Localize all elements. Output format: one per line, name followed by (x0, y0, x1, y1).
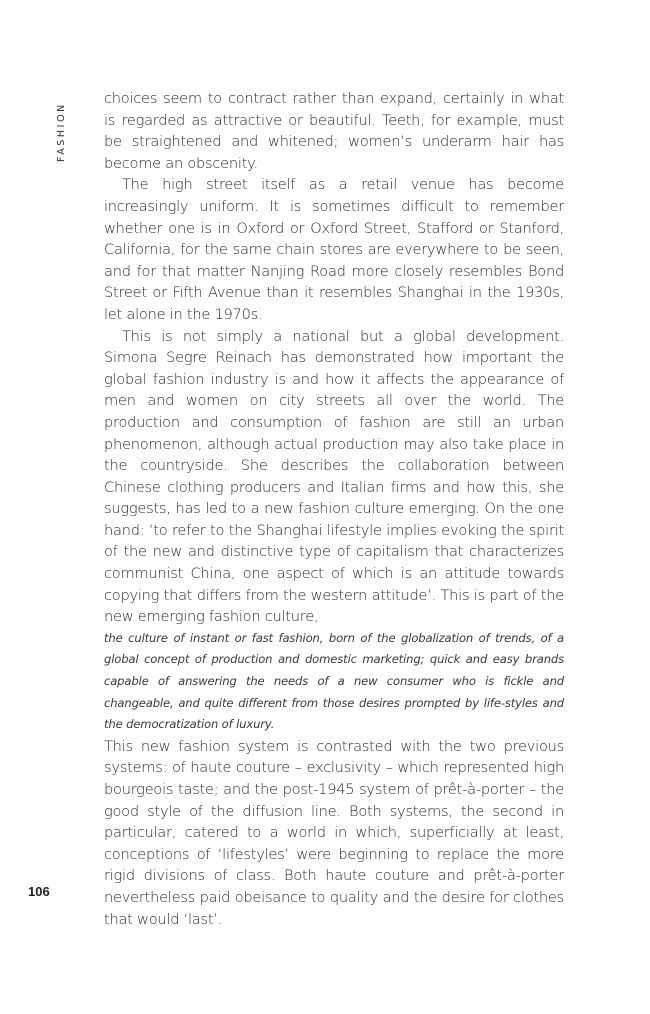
paragraph-continued: choices seem to contract rather than expand, certainly in what is regarded as attractive or beautiful. Teeth, for example, must be straightened and whitened; women’s underarm hair has become an obscenity. (104, 90, 564, 172)
page-number: 106 (28, 884, 50, 899)
running-head: FASHION (56, 102, 67, 162)
block-quote: the culture of instant or fast fashion, born of the globalization of trends, of a global concept of production and domestic marketing; quick and easy brands capable of answering the needs of a new consumer who is fickle and changeable, and quite different from those desires prompted by life-styles and the democratization of luxury. (104, 630, 564, 732)
paragraph-global-development: This is not simply a national but a global development. Simona Segre Reinach has demonstrated how important the global fashion industry is and how it affects the appearance of men and women on city streets all over the world. The production and consumption of fashion are still an urban phenomenon, although actual production may also take place in the countryside. She describes the collaboration between Chinese clothing producers and Italian firms and how this, she suggests, has led to a new fashion culture emerging. On the one hand: ‘to refer to the Shanghai lifestyle implies evoking the spirit of the new and distinctive type of capitalism that characterizes communist China, one aspect of which is an attitude towards copying that differs from the western attitude’. This is part of the new emerging fashion culture, (104, 327, 564, 626)
paragraph-fashion-system: This new fashion system is contrasted with the two previous systems: of haute couture – exclusivity – which represented high bourgeois taste; and the post-1945 system of prêt-à-porter – the good style of the diffusion line. Both systems, the second in particular, catered to a world in which, superficially at least, conceptions of ‘lifestyles’ were beginning to replace the more rigid divisions of class. Both haute couture and prêt-à-porter nevertheless paid obeisance to quality and the desire for clothes that would ‘last’. (104, 737, 564, 928)
body-text (104, 88, 564, 930)
paragraph-high-street: The high street itself as a retail venue has become increasingly uniform. It is sometimes difficult to remember whether one is in Oxford or Oxford Street, Stafford or Stanford, California, for the same chain stores are everywhere to be seen, and for that matter Nanjing Road more closely resembles Bond Street or Fifth Avenue than it resembles Shanghai in the 1930s, let alone in the 1970s. (104, 176, 564, 323)
